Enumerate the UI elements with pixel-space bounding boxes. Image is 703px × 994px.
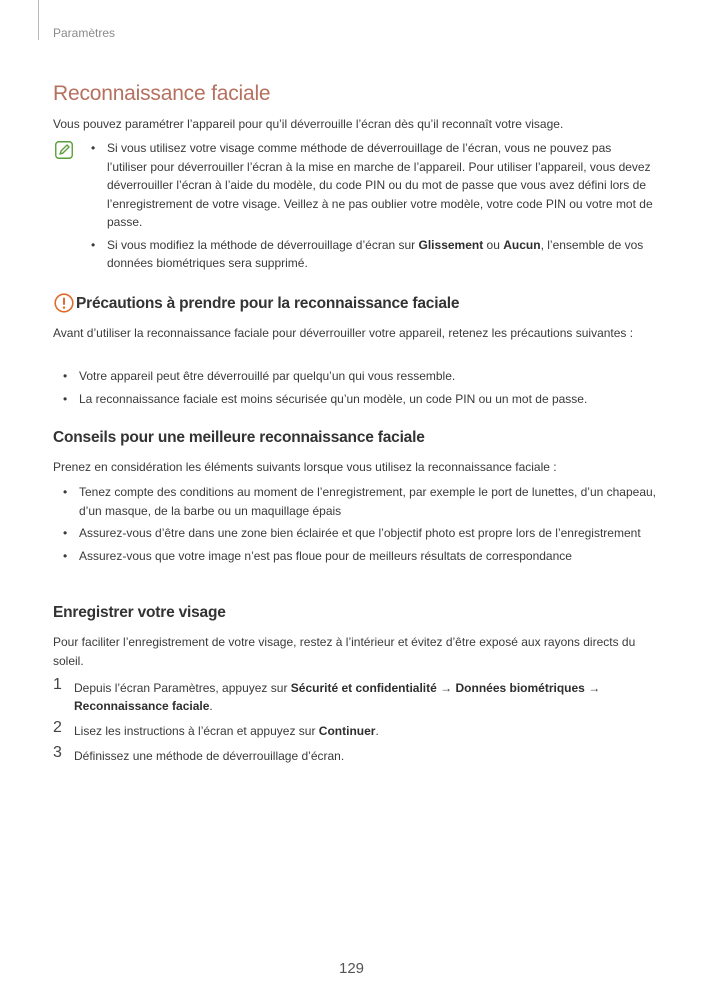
intro-paragraph: Vous pouvez paramétrer l’appareil pour qu’il déverrouille l’écran dès qu’il reconnaît votre visage.	[53, 117, 564, 131]
text-run: Depuis l’écran Paramètres, appuyez sur	[74, 681, 291, 695]
step-number: 1	[53, 676, 62, 693]
bullet: •	[63, 548, 68, 563]
note-list	[91, 139, 653, 277]
ui-term-continuer: Continuer	[318, 724, 376, 738]
arrow-glyph: →	[584, 681, 601, 695]
step-item	[53, 676, 653, 715]
arrow-glyph: →	[436, 681, 456, 695]
text-run: , l’ensemble de vos données biométriques sera supprimé.	[107, 237, 644, 270]
page-number: 129	[338, 960, 365, 977]
steps-list	[53, 676, 653, 772]
list-item	[63, 483, 663, 520]
list-item	[63, 547, 663, 566]
bullet: •	[91, 141, 96, 155]
caution-exclamation-icon	[54, 293, 74, 313]
list-item-text: Tenez compte des conditions au moment de l’enregistrement, par exemple le port de lunettes, d’un chapeau, d’un masque, de la barbe ou un maquillage épais	[79, 485, 657, 518]
text-run: .	[209, 699, 213, 713]
register-intro: Pour faciliter l’enregistrement de votre visage, restez à l’intérieur et évitez d’être exposé aux rayons directs du soleil.	[53, 635, 636, 668]
list-item-text: La reconnaissance faciale est moins sécurisée qu’un modèle, un code PIN ou un mot de passe.	[79, 391, 588, 406]
page-header-rule	[38, 0, 39, 40]
step-number: 3	[53, 744, 62, 761]
list-item	[63, 367, 663, 386]
register-heading: Enregistrer votre visage	[53, 604, 226, 621]
step-item	[53, 719, 653, 740]
page-title: Reconnaissance faciale	[53, 82, 271, 105]
bullet: •	[63, 391, 68, 406]
note-item-text	[107, 238, 643, 271]
ui-term-securite: Sécurité et confidentialité	[290, 681, 437, 695]
tips-heading: Conseils pour une meilleure reconnaissance faciale	[53, 429, 425, 446]
precautions-list	[63, 367, 663, 412]
text-run: Lisez les instructions à l’écran et appuyez sur	[74, 724, 319, 738]
ui-term-glissement: Glissement	[418, 237, 484, 252]
text-run: Si vous modifiez la méthode de déverrouillage d’écran sur	[107, 237, 419, 252]
bullet: •	[63, 369, 68, 383]
step-number: 2	[53, 719, 62, 736]
note-item	[91, 236, 653, 273]
ui-term-aucun: Aucun	[503, 237, 541, 252]
precautions-heading: Précautions à prendre pour la reconnaissance faciale	[76, 295, 460, 312]
step-item	[53, 744, 653, 765]
text-run: ou	[483, 237, 504, 252]
bullet: •	[63, 526, 68, 540]
text-run: Définissez une méthode de déverrouillage d’écran.	[74, 749, 345, 763]
tips-list	[63, 483, 663, 569]
note-item	[91, 139, 653, 232]
ui-term-reconnaissance: Reconnaissance faciale	[74, 699, 210, 713]
list-item-text: Assurez-vous d’être dans une zone bien éclairée et que l’objectif photo est propre lors de l’enregistrement	[79, 526, 641, 540]
list-item-text: Assurez-vous que votre image n’est pas floue pour de meilleurs résultats de correspondance	[79, 548, 572, 563]
tips-intro: Prenez en considération les éléments suivants lorsque vous utilisez la reconnaissance faciale :	[53, 460, 557, 474]
bullet: •	[91, 237, 96, 252]
bullet: •	[63, 485, 68, 499]
list-item	[63, 524, 663, 543]
section-header: Paramètres	[53, 26, 116, 40]
text-run: .	[375, 724, 379, 738]
ui-term-biometrie: Données biométriques	[455, 681, 585, 695]
list-item-text: Votre appareil peut être déverrouillé par quelqu’un qui vous ressemble.	[79, 369, 456, 383]
note-pencil-icon	[55, 141, 73, 159]
list-item	[63, 390, 663, 409]
precautions-intro: Avant d’utiliser la reconnaissance faciale pour déverrouiller votre appareil, retenez les précautions suivantes :	[53, 326, 634, 340]
note-item-text: Si vous utilisez votre visage comme méthode de déverrouillage de l’écran, vous ne pouvez pas l’utiliser pour déverrouiller l’écran à la mise en marche de l’appareil. Pour utiliser l’appareil, vous devez déverrouiller l’écran à l’aide du modèle, du code PIN ou du mot de passe que vous avez défini lors de l’enregistrement de votre visage. Veillez à ne pas oublier votre modèle, votre code PIN ou votre mot de passe.	[107, 141, 653, 229]
